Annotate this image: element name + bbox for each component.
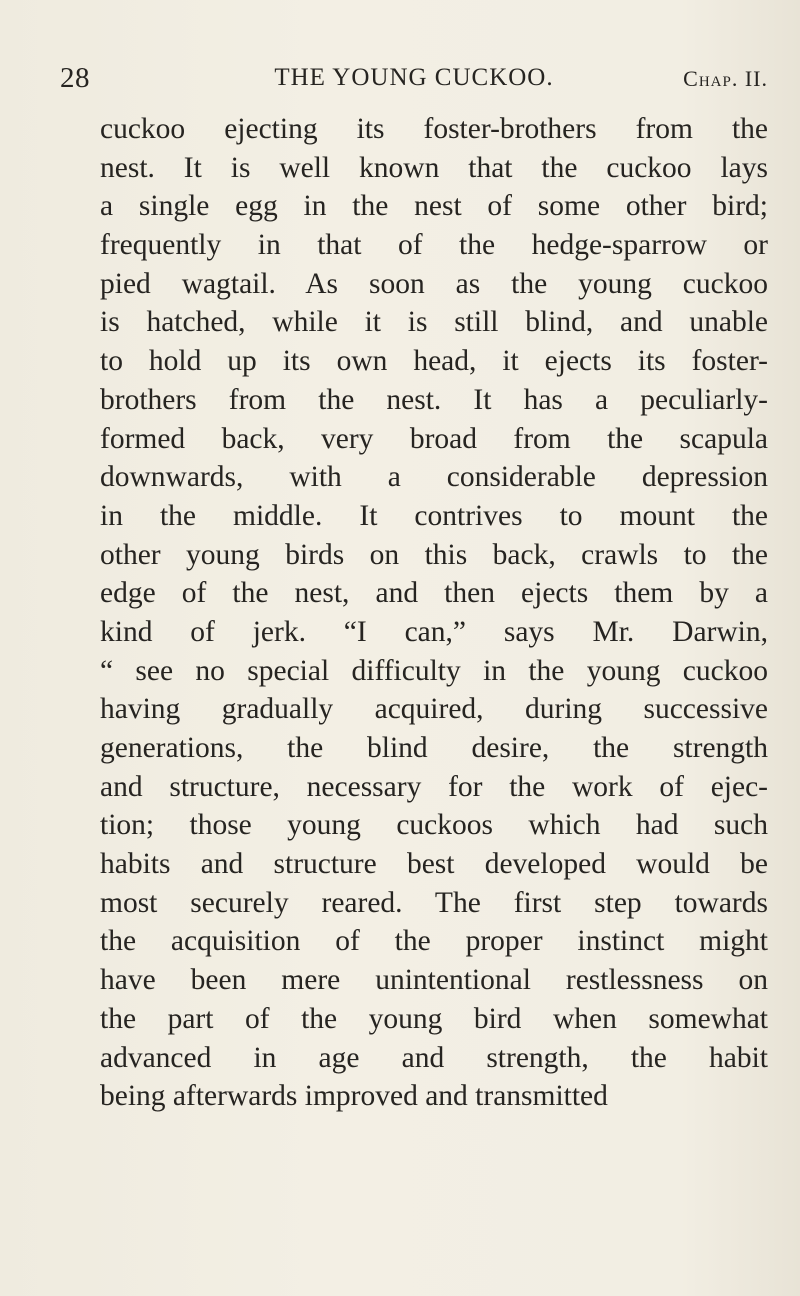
text-line: downwards, with a considerable depression: [100, 461, 768, 494]
text-line: the part of the young bird when somewhat: [100, 1002, 768, 1035]
text-line: “ see no special difficulty in the young cuckoo: [100, 654, 768, 687]
page-number: 28: [60, 62, 90, 94]
chapter-label: Chap. II.: [683, 66, 768, 91]
text-line: other young birds on this back, crawls to the: [100, 538, 768, 571]
text-line: habits and structure best developed would be: [100, 848, 768, 881]
text-line: to hold up its own head, it ejects its foster-: [100, 345, 768, 378]
text-line: being afterwards improved and transmitted: [100, 1080, 608, 1113]
text-line: tion; those young cuckoos which had such: [100, 809, 768, 842]
body-text: [100, 110, 768, 1116]
text-line: is hatched, while it is still blind, and unable: [100, 306, 768, 339]
text-line: brothers from the nest. It has a peculiarly-: [100, 383, 768, 416]
text-line: most securely reared. The first step towards: [100, 886, 768, 919]
running-title: THE YOUNG CUCKOO.: [274, 64, 554, 91]
text-line: pied wagtail. As soon as the young cuckoo: [100, 267, 768, 300]
text-line: nest. It is well known that the cuckoo lays: [100, 151, 768, 184]
text-line: in the middle. It contrives to mount the: [100, 499, 768, 532]
text-line: cuckoo ejecting its foster-brothers from the: [100, 113, 768, 145]
text-line: formed back, very broad from the scapula: [100, 422, 768, 455]
text-line: kind of jerk. “I can,” says Mr. Darwin,: [100, 615, 768, 648]
text-line: have been mere unintentional restlessness on: [100, 964, 768, 997]
text-line: and structure, necessary for the work of ejec-: [100, 770, 768, 803]
text-line: edge of the nest, and then ejects them by a: [100, 577, 768, 610]
text-line: the acquisition of the proper instinct might: [100, 925, 768, 958]
text-line: a single egg in the nest of some other bird;: [100, 190, 768, 223]
running-head: [60, 62, 768, 102]
text-line: having gradually acquired, during successive: [100, 693, 768, 726]
text-line: generations, the blind desire, the strength: [100, 732, 768, 764]
text-line: frequently in that of the hedge-sparrow or: [100, 229, 768, 262]
text-line: advanced in age and strength, the habit: [100, 1041, 768, 1074]
